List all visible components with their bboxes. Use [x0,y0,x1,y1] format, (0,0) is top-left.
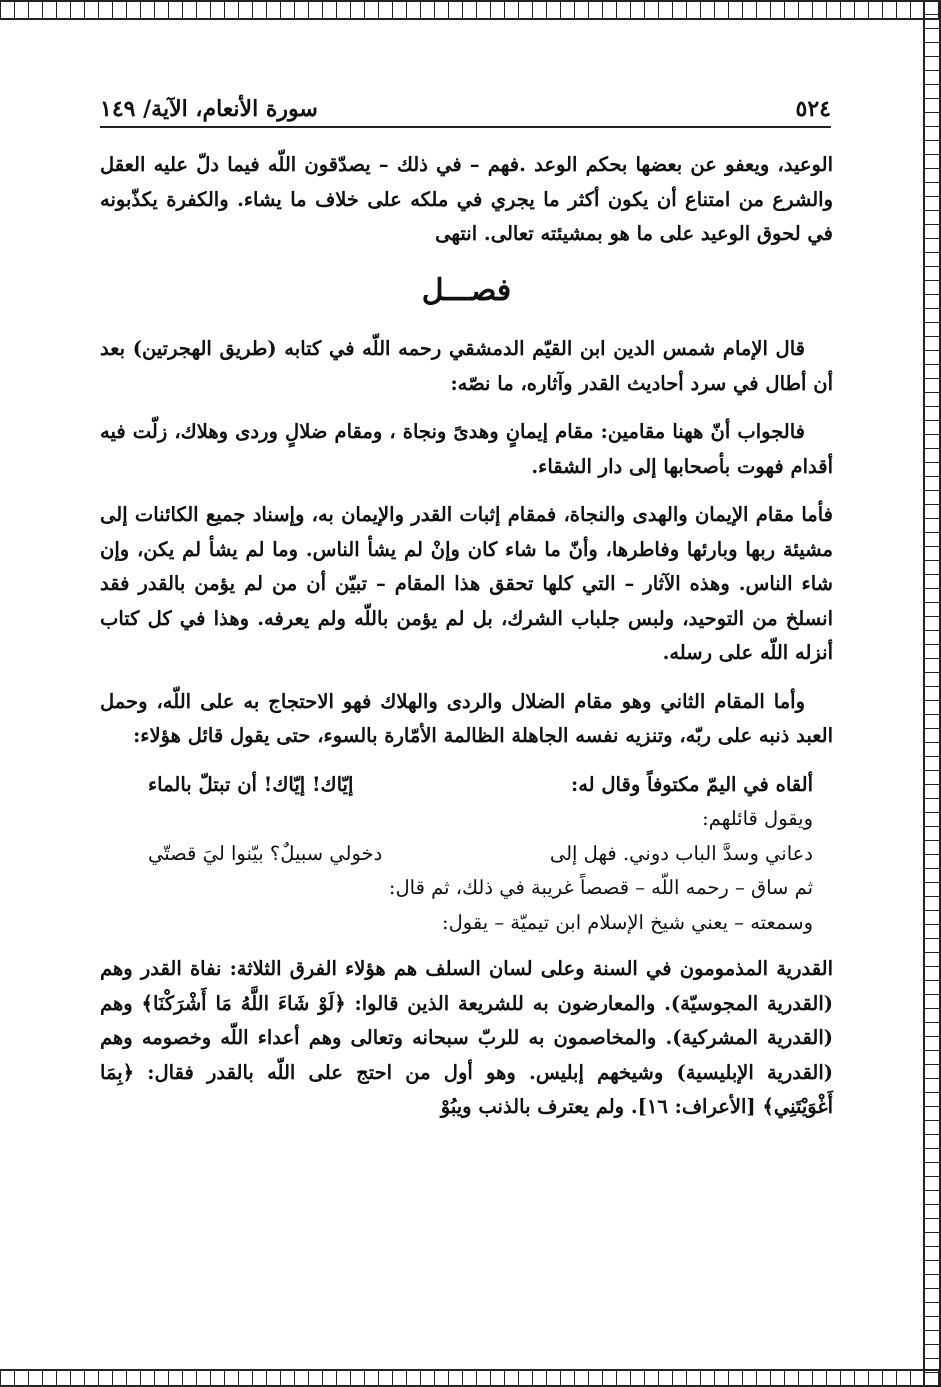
right-border-chain [923,0,941,1387]
paragraph-continuation: الوعيد، ويعفو عن بعضها بحكم الوعد .فهم – في ذلك – يصدّقون اللّه فيما دلّ عليه العقل والشرع من امتناع أن يكون أكثر ما يجري في ملكه على خلاف ما يشاء. والكفرة يكذّبونه في لحوق الوعيد على ما هو بمشيئته تعالى. انتهى [100,153,833,245]
narration-line-2: وسمعته – يعني شيخ الإسلام ابن تيميّة – يقول: [442,910,813,934]
paragraph-first-station: فأما مقام الإيمان والهدى والنجاة، فمقام إثبات القدر والإيمان به، وإسناد جميع الكائنات إلى مشيئة ربها وبارئها وفاطرها، وأنّ ما شاء كان وإنْ لم يشأ الناس. وما لم يشأ لم يكن، وإن شاء الناس. وهذه الآثار – التي كلها تحقق هذا المقام – تبيّن أن من لم يؤمن بالقدر فقد انسلخ من التوحيد، ولبس جلباب الشرك، بل لم يؤمن باللّه ولم يعرفه. وهذا في كل كتاب أنزله اللّه على رسله. [100,503,833,664]
bottom-border-chain [0,1369,941,1387]
verse-intro-line: ويقول قائلهم: [702,807,813,830]
paragraph-answer: فالجواب أنّ ههنا مقامين: مقام إيمانٍ وهدىً ونجاة ، ومقام ضلالٍ وردى وهلاك، زلّت فيه أقدام فهوت بأصحابها إلى دار الشقاء. [100,420,833,478]
verse-line-1 [100,768,833,803]
paragraph-second-station: وأما المقام الثاني وهو مقام الضلال والردى والهلاك فهو الاحتجاج به على اللّه، وحمل العبد ذنبه على ربّه، وتنزيه نفسه الجاهلة الظالمة الأمّارة بالسوء، حتى يقول قائل هؤلاء: [100,689,833,747]
page-number: ٥٢٤ [795,96,831,122]
page-body [100,148,833,1139]
verse-2-second-hemistich: دخولي سبيلٌ؟ بيّنوا ليَ قصتّي [148,841,383,865]
top-border-chain [0,0,941,20]
paragraph-intro: قال الإمام شمس الدين ابن القيّم الدمشقي رحمه اللّه في كتابه (طريق الهجرتين) بعد أن أطال في سرد أحاديث القدر وآثاره، ما نصّه: [100,337,833,395]
section-title: فصـــل [421,272,512,308]
verse-2-first-hemistich: دعاني وسدَّ الباب دوني. فهل إلى [549,841,813,865]
paragraph-qadariyya: القدرية المذمومون في السنة وعلى لسان السلف هم هؤلاء الفرق الثلاثة: نفاة القدر وهم (القدرية المجوسيّة). والمعارضون به للشريعة الذين قالوا: ﴿لَوْ شَاءَ اللَّهُ مَا أَشْرَكْنَا﴾ وهم (القدرية المشركية). والمخاصمون به للربّ سبحانه وتعالى وهم أعداء اللّه وخصومه وهم (القدرية الإبليسية) وشيخهم إبليس. وهو أول من احتج على اللّه بالقدر فقال: ﴿بِمَا أَغْوَيْتَنِي﴾ [الأعراف: ١٦]. ولم يعترف بالذنب ويبُوْ [100,957,833,1118]
verse-1-first-hemistich: ألقاه في اليمّ مكتوفاً وقال له: [571,772,813,796]
narration-line-1: ثم ساق – رحمه اللّه – قصصاً غريبة في ذلك، ثم قال: [388,876,813,899]
surah-reference: سورة الأنعام، الآية/ ١٤٩ [100,96,318,122]
verse-line-2 [100,837,833,872]
page-header [100,92,831,128]
verse-1-second-hemistich: إيّاك! إيّاك! أن تبتلّ بالماء [148,772,354,796]
